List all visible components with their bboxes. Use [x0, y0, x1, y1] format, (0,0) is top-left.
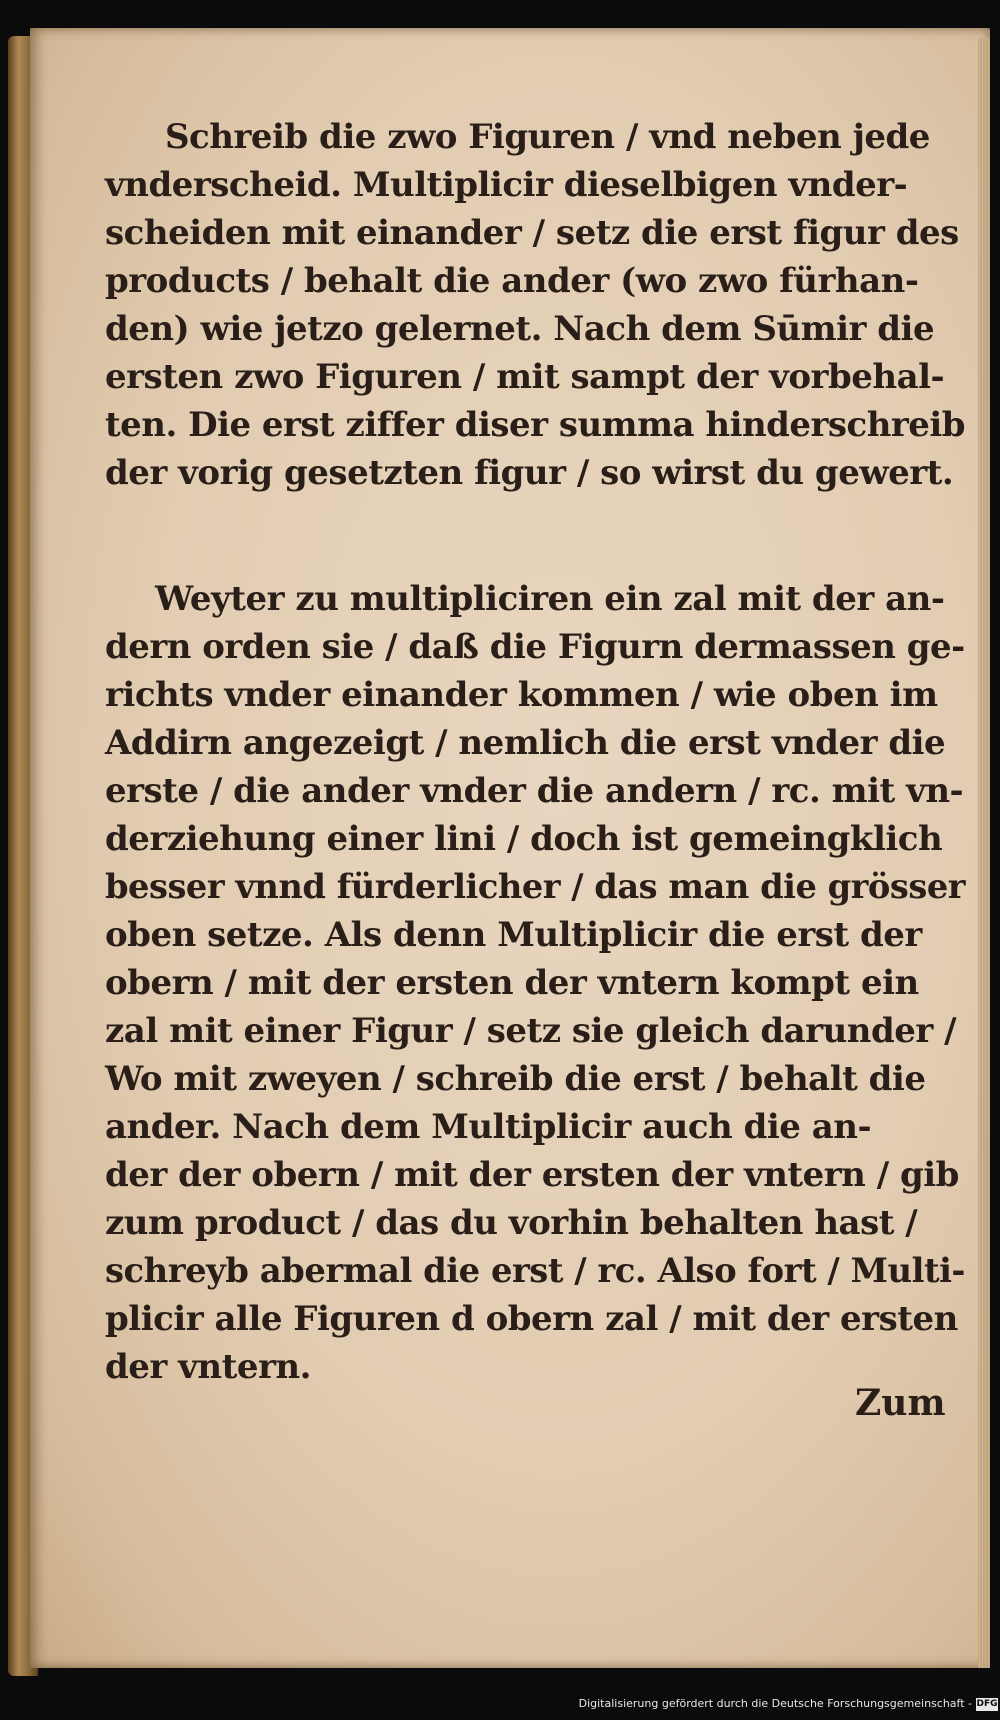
text-line: besser vnnd fürderlicher / das man die grösser: [105, 867, 966, 907]
page-edge: [978, 38, 990, 1668]
text-line: den) wie jetzo gelernet. Nach dem Sūmir die: [105, 309, 935, 349]
text-line: der der obern / mit der ersten der vntern / gib: [105, 1155, 959, 1195]
dfg-logo: DFG: [976, 1699, 998, 1709]
footer-credit: Digitalisierung gefördert durch die Deutsche Forschungsgemeinschaft -: [578, 1697, 972, 1710]
text-line: ten. Die erst ziffer diser summa hinderschreib: [105, 405, 966, 445]
text-line: ersten zwo Figuren / mit sampt der vorbehal-: [105, 357, 945, 397]
text-line: erste / die ander vnder die andern / rc. mit vn-: [105, 771, 964, 811]
text-line: oben setze. Als denn Multiplicir die erst der: [105, 915, 922, 955]
catchword: Zum: [855, 1382, 946, 1424]
text-line: Schreib die zwo Figuren / vnd neben jede: [165, 117, 930, 157]
text-line: zal mit einer Figur / setz sie gleich darunder /: [105, 1011, 957, 1051]
text-line: vnderscheid. Multiplicir dieselbigen vnder-: [105, 165, 908, 205]
footer-bar: [0, 1682, 1000, 1720]
text-block: [105, 110, 965, 1490]
text-line: richts vnder einander kommen / wie oben im: [105, 675, 938, 715]
text-line: schreyb abermal die erst / rc. Also fort / Multi-: [105, 1251, 965, 1291]
text-line: der vorig gesetzten figur / so wirst du gewert.: [105, 453, 954, 493]
text-line: Wo mit zweyen / schreib die erst / behalt die: [105, 1059, 926, 1099]
text-line: products / behalt die ander (wo zwo fürhan-: [105, 261, 919, 301]
text-line: ander. Nach dem Multiplicir auch die an-: [105, 1107, 872, 1147]
text-line: der vntern.: [105, 1347, 311, 1387]
text-line: Weyter zu multipliciren ein zal mit der an-: [155, 579, 945, 619]
text-line: plicir alle Figuren d obern zal / mit der ersten: [105, 1299, 958, 1339]
text-line: derziehung einer lini / doch ist gemeingklich: [105, 819, 943, 859]
text-line: obern / mit der ersten der vntern kompt ein: [105, 963, 919, 1003]
text-line: Addirn angezeigt / nemlich die erst vnder die: [105, 723, 946, 763]
text-line: zum product / das du vorhin behalten hast /: [105, 1203, 918, 1243]
text-line: dern orden sie / daß die Figurn dermassen ge-: [105, 627, 965, 667]
text-line: scheiden mit einander / setz die erst figur des: [105, 213, 959, 253]
